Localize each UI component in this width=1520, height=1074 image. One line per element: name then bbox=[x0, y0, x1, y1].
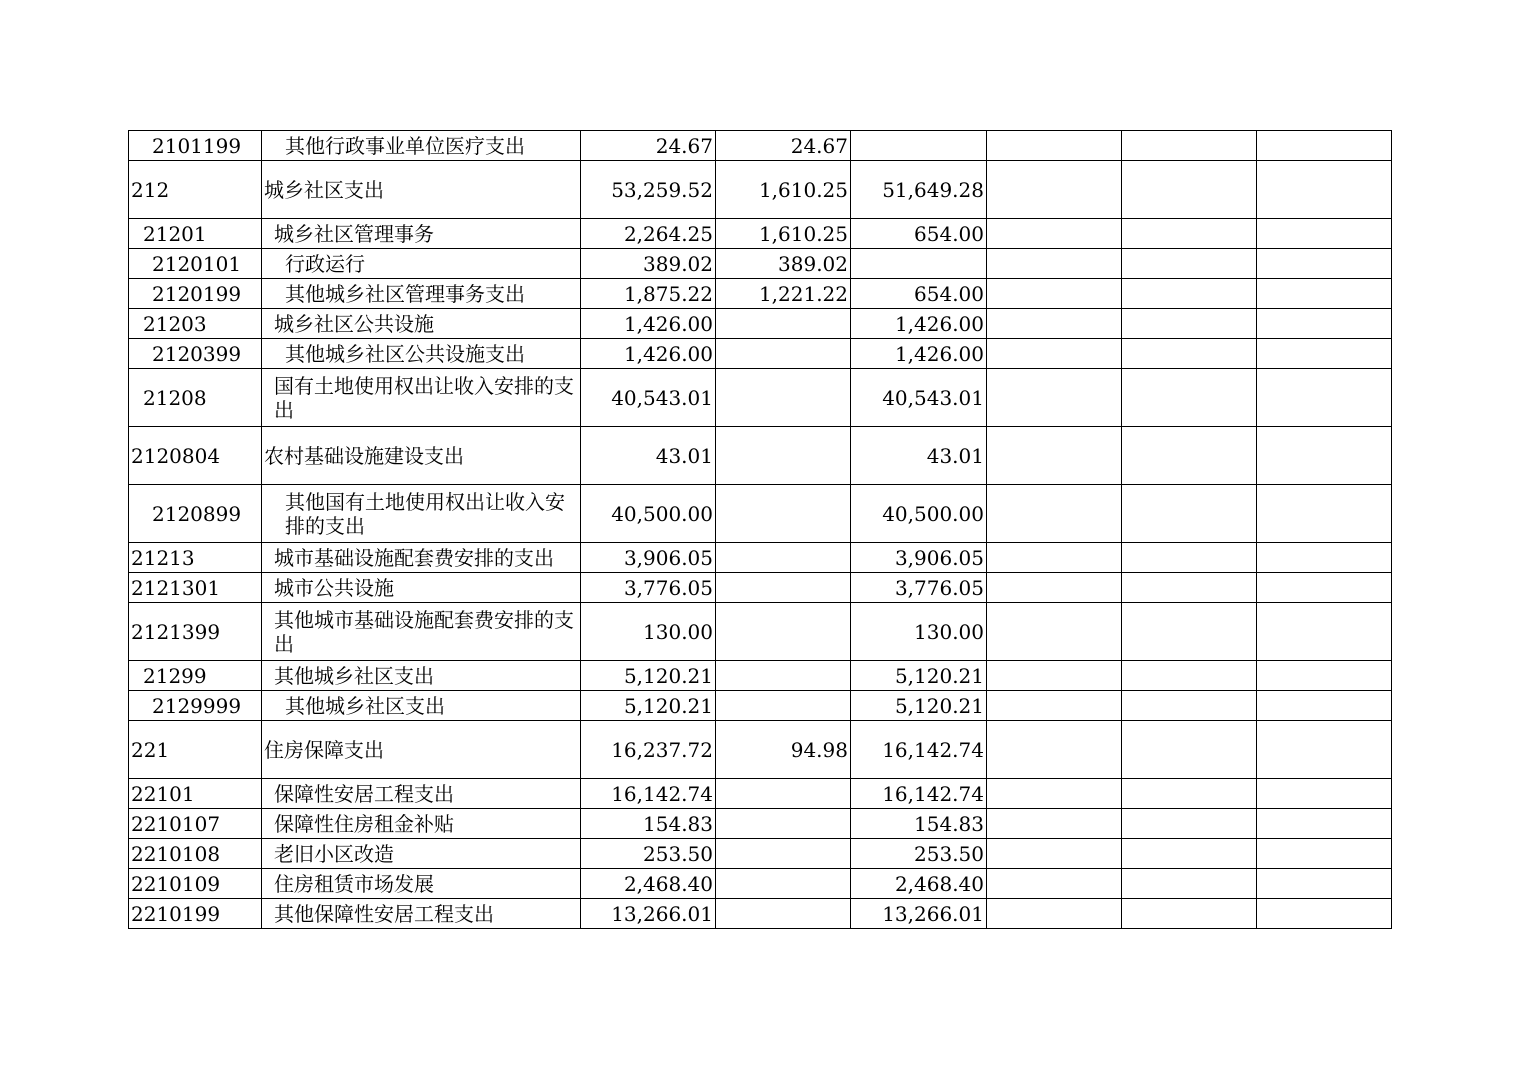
cell-empty-3 bbox=[1257, 309, 1392, 339]
cell-empty-3 bbox=[1257, 161, 1392, 219]
cell-total: 2,264.25 bbox=[581, 219, 716, 249]
table-row bbox=[129, 427, 1392, 485]
cell-empty-3 bbox=[1257, 691, 1392, 721]
cell-empty-3 bbox=[1257, 249, 1392, 279]
cell-total: 24.67 bbox=[581, 131, 716, 161]
cell-empty-2 bbox=[1122, 219, 1257, 249]
cell-empty-3 bbox=[1257, 543, 1392, 573]
cell-empty-3 bbox=[1257, 485, 1392, 543]
cell-basic bbox=[716, 603, 851, 661]
cell-total: 3,776.05 bbox=[581, 573, 716, 603]
cell-empty-3 bbox=[1257, 131, 1392, 161]
cell-total: 1,426.00 bbox=[581, 309, 716, 339]
table-row bbox=[129, 869, 1392, 899]
cell-empty-1 bbox=[987, 339, 1122, 369]
cell-empty-1 bbox=[987, 279, 1122, 309]
cell-project: 3,776.05 bbox=[851, 573, 987, 603]
cell-project: 5,120.21 bbox=[851, 691, 987, 721]
cell-empty-2 bbox=[1122, 721, 1257, 779]
cell-empty-1 bbox=[987, 309, 1122, 339]
cell-total: 2,468.40 bbox=[581, 869, 716, 899]
cell-empty-1 bbox=[987, 161, 1122, 219]
cell-empty-1 bbox=[987, 249, 1122, 279]
cell-project: 654.00 bbox=[851, 279, 987, 309]
cell-empty-1 bbox=[987, 543, 1122, 573]
cell-basic: 389.02 bbox=[716, 249, 851, 279]
table-row bbox=[129, 339, 1392, 369]
cell-empty-2 bbox=[1122, 661, 1257, 691]
cell-code: 2120101 bbox=[129, 249, 262, 279]
cell-project: 1,426.00 bbox=[851, 309, 987, 339]
cell-project: 51,649.28 bbox=[851, 161, 987, 219]
cell-code: 21213 bbox=[129, 543, 262, 573]
cell-name: 住房租赁市场发展 bbox=[262, 869, 581, 899]
cell-total: 43.01 bbox=[581, 427, 716, 485]
cell-empty-2 bbox=[1122, 809, 1257, 839]
cell-empty-3 bbox=[1257, 427, 1392, 485]
cell-basic bbox=[716, 309, 851, 339]
cell-empty-3 bbox=[1257, 661, 1392, 691]
cell-empty-1 bbox=[987, 839, 1122, 869]
cell-code: 21203 bbox=[129, 309, 262, 339]
cell-code: 22101 bbox=[129, 779, 262, 809]
cell-empty-2 bbox=[1122, 249, 1257, 279]
cell-basic bbox=[716, 427, 851, 485]
cell-code: 2121399 bbox=[129, 603, 262, 661]
cell-empty-3 bbox=[1257, 839, 1392, 869]
cell-code: 212 bbox=[129, 161, 262, 219]
cell-empty-1 bbox=[987, 369, 1122, 427]
cell-code: 21201 bbox=[129, 219, 262, 249]
cell-empty-2 bbox=[1122, 899, 1257, 929]
cell-total: 16,142.74 bbox=[581, 779, 716, 809]
cell-project: 13,266.01 bbox=[851, 899, 987, 929]
cell-empty-2 bbox=[1122, 603, 1257, 661]
cell-code: 2210107 bbox=[129, 809, 262, 839]
cell-basic: 24.67 bbox=[716, 131, 851, 161]
cell-empty-1 bbox=[987, 427, 1122, 485]
cell-empty-3 bbox=[1257, 869, 1392, 899]
table-row bbox=[129, 691, 1392, 721]
cell-basic: 1,610.25 bbox=[716, 219, 851, 249]
cell-basic bbox=[716, 809, 851, 839]
table-row bbox=[129, 249, 1392, 279]
cell-empty-1 bbox=[987, 573, 1122, 603]
cell-empty-3 bbox=[1257, 721, 1392, 779]
cell-empty-3 bbox=[1257, 573, 1392, 603]
cell-name: 保障性安居工程支出 bbox=[262, 779, 581, 809]
cell-project: 154.83 bbox=[851, 809, 987, 839]
cell-empty-1 bbox=[987, 603, 1122, 661]
cell-name: 城乡社区管理事务 bbox=[262, 219, 581, 249]
cell-empty-3 bbox=[1257, 369, 1392, 427]
cell-project bbox=[851, 249, 987, 279]
cell-basic: 1,221.22 bbox=[716, 279, 851, 309]
cell-empty-1 bbox=[987, 721, 1122, 779]
cell-empty-2 bbox=[1122, 543, 1257, 573]
cell-code: 2101199 bbox=[129, 131, 262, 161]
cell-total: 5,120.21 bbox=[581, 691, 716, 721]
cell-empty-2 bbox=[1122, 779, 1257, 809]
cell-empty-2 bbox=[1122, 339, 1257, 369]
table-row bbox=[129, 721, 1392, 779]
cell-total: 130.00 bbox=[581, 603, 716, 661]
cell-total: 389.02 bbox=[581, 249, 716, 279]
cell-empty-1 bbox=[987, 899, 1122, 929]
cell-name: 其他城乡社区公共设施支出 bbox=[262, 339, 581, 369]
cell-empty-3 bbox=[1257, 603, 1392, 661]
cell-name: 行政运行 bbox=[262, 249, 581, 279]
cell-basic: 1,610.25 bbox=[716, 161, 851, 219]
cell-name: 国有土地使用权出让收入安排的支出 bbox=[262, 369, 581, 427]
cell-total: 5,120.21 bbox=[581, 661, 716, 691]
cell-project: 16,142.74 bbox=[851, 779, 987, 809]
cell-empty-3 bbox=[1257, 219, 1392, 249]
cell-name: 城乡社区支出 bbox=[262, 161, 581, 219]
cell-empty-2 bbox=[1122, 369, 1257, 427]
cell-basic bbox=[716, 869, 851, 899]
cell-empty-1 bbox=[987, 131, 1122, 161]
cell-basic bbox=[716, 339, 851, 369]
cell-empty-2 bbox=[1122, 573, 1257, 603]
cell-name: 其他城乡社区支出 bbox=[262, 661, 581, 691]
table-row bbox=[129, 899, 1392, 929]
cell-name: 住房保障支出 bbox=[262, 721, 581, 779]
cell-basic bbox=[716, 485, 851, 543]
cell-empty-3 bbox=[1257, 779, 1392, 809]
table-row bbox=[129, 839, 1392, 869]
cell-empty-1 bbox=[987, 661, 1122, 691]
table-row bbox=[129, 485, 1392, 543]
cell-total: 40,543.01 bbox=[581, 369, 716, 427]
cell-name: 其他保障性安居工程支出 bbox=[262, 899, 581, 929]
cell-basic bbox=[716, 573, 851, 603]
cell-project: 16,142.74 bbox=[851, 721, 987, 779]
cell-name: 其他城乡社区支出 bbox=[262, 691, 581, 721]
cell-empty-2 bbox=[1122, 279, 1257, 309]
cell-name: 其他城市基础设施配套费安排的支出 bbox=[262, 603, 581, 661]
cell-project: 3,906.05 bbox=[851, 543, 987, 573]
cell-basic bbox=[716, 543, 851, 573]
cell-basic bbox=[716, 779, 851, 809]
cell-code: 2120399 bbox=[129, 339, 262, 369]
table-row bbox=[129, 369, 1392, 427]
cell-code: 2129999 bbox=[129, 691, 262, 721]
cell-empty-3 bbox=[1257, 809, 1392, 839]
cell-empty-2 bbox=[1122, 485, 1257, 543]
cell-name: 保障性住房租金补贴 bbox=[262, 809, 581, 839]
table-row bbox=[129, 603, 1392, 661]
cell-name: 城市基础设施配套费安排的支出 bbox=[262, 543, 581, 573]
cell-project: 2,468.40 bbox=[851, 869, 987, 899]
cell-basic bbox=[716, 369, 851, 427]
cell-empty-1 bbox=[987, 869, 1122, 899]
cell-total: 16,237.72 bbox=[581, 721, 716, 779]
cell-name: 老旧小区改造 bbox=[262, 839, 581, 869]
cell-project: 43.01 bbox=[851, 427, 987, 485]
cell-total: 1,426.00 bbox=[581, 339, 716, 369]
cell-project: 1,426.00 bbox=[851, 339, 987, 369]
cell-name: 农村基础设施建设支出 bbox=[262, 427, 581, 485]
cell-project: 253.50 bbox=[851, 839, 987, 869]
budget-table bbox=[128, 130, 1392, 929]
cell-total: 13,266.01 bbox=[581, 899, 716, 929]
table-row bbox=[129, 279, 1392, 309]
cell-basic bbox=[716, 899, 851, 929]
cell-code: 2120199 bbox=[129, 279, 262, 309]
cell-empty-2 bbox=[1122, 839, 1257, 869]
cell-code: 2210108 bbox=[129, 839, 262, 869]
cell-empty-2 bbox=[1122, 161, 1257, 219]
cell-code: 2120804 bbox=[129, 427, 262, 485]
cell-total: 40,500.00 bbox=[581, 485, 716, 543]
cell-total: 3,906.05 bbox=[581, 543, 716, 573]
cell-name: 其他国有土地使用权出让收入安排的支出 bbox=[262, 485, 581, 543]
cell-total: 53,259.52 bbox=[581, 161, 716, 219]
cell-empty-1 bbox=[987, 779, 1122, 809]
cell-basic: 94.98 bbox=[716, 721, 851, 779]
cell-code: 21299 bbox=[129, 661, 262, 691]
cell-empty-2 bbox=[1122, 691, 1257, 721]
cell-name: 城乡社区公共设施 bbox=[262, 309, 581, 339]
table-row bbox=[129, 573, 1392, 603]
table-row bbox=[129, 779, 1392, 809]
cell-empty-3 bbox=[1257, 899, 1392, 929]
cell-project: 130.00 bbox=[851, 603, 987, 661]
table-row bbox=[129, 161, 1392, 219]
cell-empty-2 bbox=[1122, 427, 1257, 485]
cell-empty-2 bbox=[1122, 869, 1257, 899]
cell-project: 654.00 bbox=[851, 219, 987, 249]
cell-project: 5,120.21 bbox=[851, 661, 987, 691]
cell-total: 253.50 bbox=[581, 839, 716, 869]
cell-project bbox=[851, 131, 987, 161]
cell-total: 1,875.22 bbox=[581, 279, 716, 309]
cell-project: 40,543.01 bbox=[851, 369, 987, 427]
cell-empty-2 bbox=[1122, 309, 1257, 339]
cell-name: 其他城乡社区管理事务支出 bbox=[262, 279, 581, 309]
cell-code: 21208 bbox=[129, 369, 262, 427]
cell-name: 其他行政事业单位医疗支出 bbox=[262, 131, 581, 161]
cell-code: 2120899 bbox=[129, 485, 262, 543]
table-row bbox=[129, 809, 1392, 839]
cell-total: 154.83 bbox=[581, 809, 716, 839]
table-row bbox=[129, 219, 1392, 249]
table-row bbox=[129, 543, 1392, 573]
cell-code: 2121301 bbox=[129, 573, 262, 603]
cell-basic bbox=[716, 661, 851, 691]
cell-project: 40,500.00 bbox=[851, 485, 987, 543]
cell-code: 221 bbox=[129, 721, 262, 779]
cell-basic bbox=[716, 691, 851, 721]
cell-empty-3 bbox=[1257, 339, 1392, 369]
cell-name: 城市公共设施 bbox=[262, 573, 581, 603]
table-row bbox=[129, 131, 1392, 161]
cell-code: 2210109 bbox=[129, 869, 262, 899]
cell-basic bbox=[716, 839, 851, 869]
cell-empty-3 bbox=[1257, 279, 1392, 309]
cell-empty-1 bbox=[987, 219, 1122, 249]
budget-table-body bbox=[129, 131, 1392, 929]
table-row bbox=[129, 661, 1392, 691]
cell-empty-1 bbox=[987, 691, 1122, 721]
cell-empty-1 bbox=[987, 485, 1122, 543]
cell-empty-2 bbox=[1122, 131, 1257, 161]
cell-empty-1 bbox=[987, 809, 1122, 839]
cell-code: 2210199 bbox=[129, 899, 262, 929]
table-row bbox=[129, 309, 1392, 339]
